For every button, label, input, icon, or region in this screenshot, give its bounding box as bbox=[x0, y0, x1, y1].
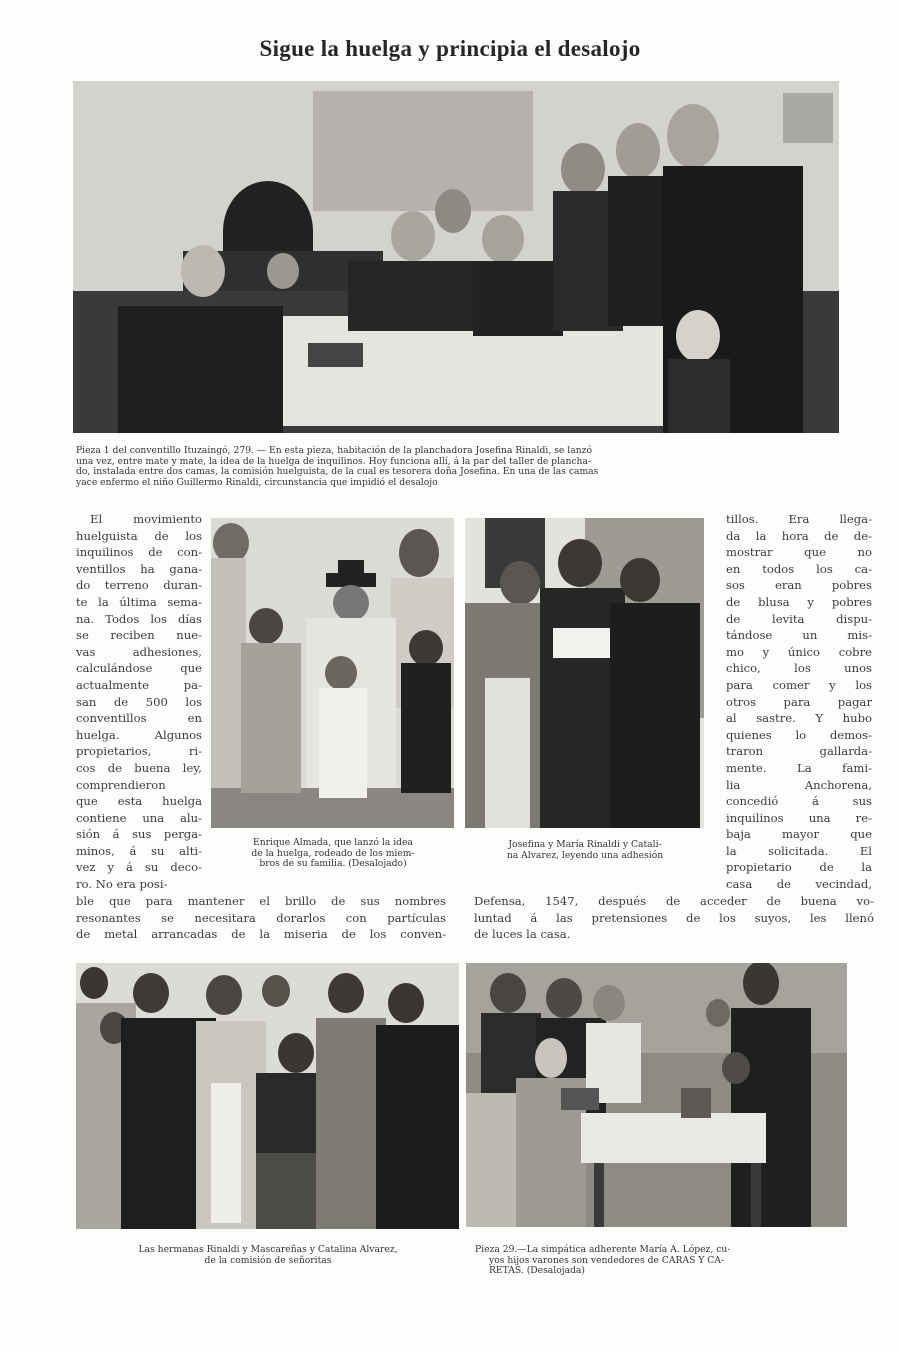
text-line: conventillos en bbox=[76, 711, 202, 726]
text-line: sión á sus perga- bbox=[76, 827, 202, 842]
caption-line: yace enfermo el niño Guillermo Rinaldi, circunstancia que impidió el desalojo bbox=[76, 476, 438, 488]
photo-rinaldi-alvarez-adhesion bbox=[465, 518, 704, 828]
caption-line: RETAS. (Desalojada) bbox=[489, 1265, 586, 1277]
text-line: minos, á su alti- bbox=[76, 843, 202, 858]
text-line: quienes lo demos- bbox=[726, 727, 872, 742]
text-line: de luces la casa. bbox=[474, 927, 571, 942]
text-line: El movimiento bbox=[90, 512, 202, 526]
caption-line: de la huelga, rodeado de los miem- bbox=[251, 847, 415, 859]
text-line: contiene una alu- bbox=[76, 810, 202, 825]
text-line: sos eran pobres bbox=[726, 578, 872, 593]
caption-bottom-left-photo bbox=[72, 1245, 464, 1266]
text-line: mo y único cobre bbox=[726, 644, 872, 659]
text-line: tándose un mis- bbox=[726, 628, 872, 643]
text-line: inquilinos de con- bbox=[76, 545, 202, 560]
article-column-left bbox=[76, 511, 202, 893]
text-line: mostrar que no bbox=[726, 545, 872, 560]
text-line: tillos. Era llega- bbox=[726, 512, 872, 526]
article-column-right bbox=[714, 511, 872, 893]
photo-pieza-29-maria-lopez bbox=[466, 963, 847, 1227]
text-line: se reciben nue- bbox=[76, 628, 202, 643]
text-line: Defensa, 1547, después de acceder de buena vo- bbox=[474, 894, 874, 908]
text-line: al sastre. Y hubo bbox=[726, 711, 872, 726]
text-line: ble que para mantener el brillo de sus nombres bbox=[76, 894, 446, 908]
caption-line: yos hijos varones son vendedores de CARAS Y CA- bbox=[489, 1254, 725, 1266]
photo-comision-senoritas bbox=[76, 963, 459, 1229]
text-line: concedió á sus bbox=[726, 794, 872, 809]
caption-middle-right-photo bbox=[462, 840, 708, 861]
photo-enrique-almada-familia bbox=[211, 518, 454, 828]
text-line: vez y á su deco- bbox=[76, 860, 202, 875]
text-line: mente. La fami- bbox=[726, 760, 872, 775]
text-line: lia Anchorena, bbox=[726, 777, 872, 792]
text-line: ro. No era posi- bbox=[76, 877, 168, 892]
text-line: que esta huelga bbox=[76, 794, 202, 809]
caption-line: Las hermanas Rinaldi y Mascareñas y Catalina Alvarez, bbox=[138, 1244, 398, 1255]
caption-line: Enrique Almada, que lanzó la idea bbox=[253, 837, 413, 848]
text-line: baja mayor que bbox=[726, 827, 872, 842]
text-line: propietarios, ri- bbox=[76, 744, 202, 759]
caption-line: Pieza 1 del conventillo Ituzaingó, 279. — En esta pieza, habitación de la planchadora Josefina Rinaldi, se lanzó bbox=[76, 445, 592, 456]
text-line: de blusa y pobres bbox=[726, 594, 872, 609]
text-line: inquilinos una re- bbox=[726, 810, 872, 825]
text-line: te la última sema- bbox=[76, 594, 202, 609]
caption-line: do, instalada entre dos camas, la comisión huelguista, de la cual es tesorera doña Josefina. En una de las camas bbox=[76, 466, 599, 478]
caption-top-photo bbox=[76, 446, 836, 488]
text-line: da la hora de de- bbox=[726, 528, 872, 543]
text-line: para comer y los bbox=[726, 677, 872, 692]
text-line: huelguista de los bbox=[76, 528, 202, 543]
caption-line: bros de su familia. (Desalojado) bbox=[259, 858, 407, 870]
text-line: cos de buena ley, bbox=[76, 760, 202, 775]
text-line: en todos los ca- bbox=[726, 561, 872, 576]
text-line: chico, los unos bbox=[726, 661, 872, 676]
text-line: traron gallarda- bbox=[726, 744, 872, 759]
text-line: la solicitada. El bbox=[726, 843, 872, 858]
text-line: luntad á las pretensiones de los suyos, les llenó bbox=[474, 910, 874, 925]
text-line: otros para pagar bbox=[726, 694, 872, 709]
text-line: de levita dispu- bbox=[726, 611, 872, 626]
text-line: ventillos ha gana- bbox=[76, 561, 202, 576]
text-line: resonantes se necesitara dorarlos con partículas bbox=[76, 910, 446, 925]
text-line: san de 500 los bbox=[76, 694, 202, 709]
caption-line: Pieza 29.—La simpática adherente María A. López, cu- bbox=[475, 1244, 731, 1255]
text-line: propietario de la bbox=[726, 860, 872, 875]
caption-line: Josefina y María Rinaldi y Catali- bbox=[508, 839, 662, 850]
article-continuation-left bbox=[76, 893, 446, 943]
caption-bottom-right-photo bbox=[475, 1245, 875, 1277]
text-line: casa de vecindad, bbox=[726, 877, 872, 892]
article-title: Sigue la huelga y principia el desalojo bbox=[259, 36, 641, 61]
text-line: comprendieron bbox=[76, 777, 166, 792]
text-line: actualmente pa- bbox=[76, 677, 202, 692]
caption-line: una vez, entre mate y mate, la idea de la huelga de inquilinos. Hoy funciona allí, á la par del taller de plancha- bbox=[76, 455, 592, 467]
text-line: na. Todos los días bbox=[76, 611, 202, 626]
text-line: do terreno duran- bbox=[76, 578, 202, 593]
text-line: de metal arrancadas de la miseria de los conven- bbox=[76, 927, 446, 942]
article-continuation-right bbox=[474, 893, 874, 943]
text-line: vas adhesiones, bbox=[76, 644, 202, 659]
text-line: calculándose que bbox=[76, 661, 202, 676]
caption-line: na Alvarez, leyendo una adhesión bbox=[506, 849, 664, 861]
caption-line: de la comisión de señoritas bbox=[204, 1254, 332, 1266]
text-line: huelga. Algunos bbox=[76, 727, 202, 742]
caption-middle-left-photo bbox=[208, 838, 458, 870]
photo-comision-huelguista bbox=[73, 81, 839, 433]
